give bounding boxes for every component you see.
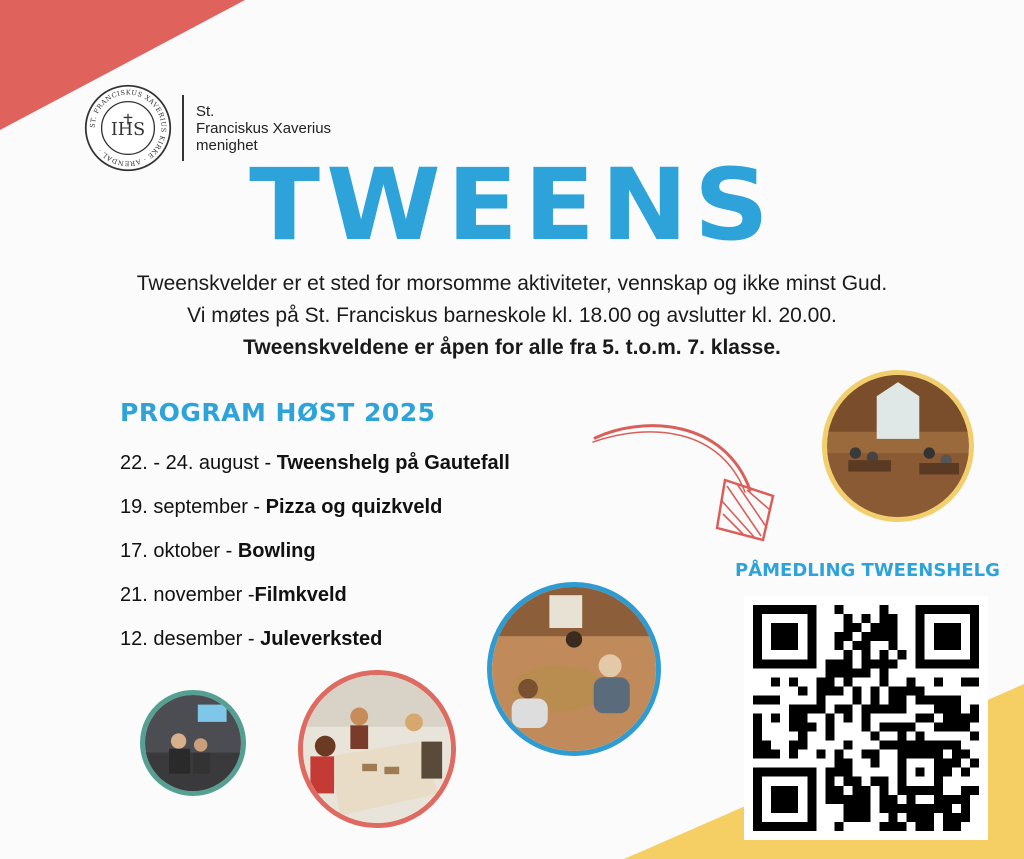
- qr-module: [825, 732, 834, 741]
- qr-module: [880, 659, 889, 668]
- qr-module: [889, 741, 898, 750]
- qr-module: [907, 795, 916, 804]
- qr-module: [825, 713, 834, 722]
- qr-module: [843, 813, 852, 822]
- qr-module: [907, 813, 916, 822]
- qr-module: [934, 804, 943, 813]
- photo-group: [140, 690, 246, 796]
- qr-module: [925, 741, 934, 750]
- event-name: Bowling: [237, 540, 316, 562]
- qr-module: [861, 786, 870, 795]
- qr-module: [789, 750, 798, 759]
- qr-module: [834, 605, 843, 614]
- event-item: [120, 622, 510, 666]
- qr-module: [880, 786, 889, 795]
- qr-module: [871, 750, 880, 759]
- qr-module: [880, 623, 889, 632]
- qr-module: [970, 713, 979, 722]
- qr-module: [843, 668, 852, 677]
- qr-module: [943, 795, 952, 804]
- qr-module: [952, 795, 961, 804]
- qr-module: [843, 795, 852, 804]
- qr-module: [934, 723, 943, 732]
- qr-module: [861, 614, 870, 623]
- qr-module: [907, 677, 916, 686]
- qr-module: [889, 632, 898, 641]
- qr-module: [825, 668, 834, 677]
- qr-module: [834, 686, 843, 695]
- qr-module: [934, 741, 943, 750]
- qr-module: [825, 777, 834, 786]
- qr-module: [789, 677, 798, 686]
- qr-module: [898, 723, 907, 732]
- qr-module: [762, 695, 771, 704]
- qr-module: [789, 704, 798, 713]
- qr-module: [834, 632, 843, 641]
- qr-module: [961, 677, 970, 686]
- qr-module: [798, 713, 807, 722]
- qr-module: [753, 732, 762, 741]
- qr-module: [871, 632, 880, 641]
- qr-module: [753, 750, 762, 759]
- event-date: 22. - 24. august -: [120, 452, 277, 474]
- qr-module: [852, 668, 861, 677]
- qr-module: [816, 750, 825, 759]
- qr-module: [843, 713, 852, 722]
- qr-module: [871, 732, 880, 741]
- qr-module: [907, 723, 916, 732]
- qr-module: [871, 659, 880, 668]
- qr-module: [861, 713, 870, 722]
- qr-module: [961, 804, 970, 813]
- parish-name-line3: menighet: [196, 136, 258, 154]
- event-item: [120, 578, 510, 622]
- qr-module: [943, 759, 952, 768]
- qr-module: [916, 822, 925, 831]
- qr-module: [880, 795, 889, 804]
- qr-module: [916, 732, 925, 741]
- qr-module: [834, 750, 843, 759]
- qr-module: [961, 813, 970, 822]
- qr-module: [880, 605, 889, 614]
- qr-module: [816, 695, 825, 704]
- qr-module: [943, 768, 952, 777]
- parish-name: [196, 103, 331, 154]
- event-item: [120, 534, 510, 578]
- qr-module: [753, 723, 762, 732]
- qr-module: [852, 777, 861, 786]
- qr-module: [916, 813, 925, 822]
- qr-module: [952, 813, 961, 822]
- qr-module: [798, 723, 807, 732]
- qr-module: [889, 623, 898, 632]
- qr-module: [807, 723, 816, 732]
- qr-module: [771, 750, 780, 759]
- qr-module: [843, 659, 852, 668]
- qr-module: [771, 786, 798, 813]
- qr-module: [798, 741, 807, 750]
- qr-module: [952, 695, 961, 704]
- qr-module: [861, 804, 870, 813]
- qr-module: [843, 768, 852, 777]
- qr-module: [871, 704, 880, 713]
- qr-module: [970, 704, 979, 713]
- qr-module: [889, 659, 898, 668]
- qr-module: [961, 795, 970, 804]
- qr-module: [834, 786, 843, 795]
- qr-module: [880, 614, 889, 623]
- qr-module: [771, 623, 798, 650]
- qr-module: [889, 804, 898, 813]
- event-date: 12. desember -: [120, 628, 261, 650]
- event-date: 17. oktober -: [120, 540, 238, 562]
- qr-module: [970, 677, 979, 686]
- qr-module: [970, 732, 979, 741]
- qr-module: [871, 695, 880, 704]
- qr-module: [916, 768, 925, 777]
- qr-module: [834, 659, 843, 668]
- qr-module: [880, 650, 889, 659]
- qr-module: [771, 677, 780, 686]
- qr-module: [843, 632, 852, 641]
- qr-module: [898, 695, 907, 704]
- parish-name-line2: Franciskus Xaverius: [196, 119, 332, 137]
- qr-module: [753, 741, 762, 750]
- qr-module: [943, 713, 952, 722]
- qr-code[interactable]: [744, 596, 988, 840]
- qr-module: [943, 822, 952, 831]
- qr-module: [871, 777, 880, 786]
- qr-module: [843, 741, 852, 750]
- qr-module: [861, 668, 870, 677]
- qr-module: [825, 686, 834, 695]
- qr-module: [807, 704, 816, 713]
- qr-module: [834, 759, 843, 768]
- event-name: Pizza og quizkveld: [265, 496, 443, 518]
- qr-module: [907, 686, 916, 695]
- logo-divider: [182, 95, 184, 161]
- qr-module: [961, 768, 970, 777]
- qr-module: [943, 723, 952, 732]
- qr-module: [861, 795, 870, 804]
- intro-line-1: Tweenskvelder er et sted for morsomme aktiviteter, vennskap og ikke minst Gud.: [136, 272, 888, 295]
- qr-module: [852, 695, 861, 704]
- qr-module: [970, 786, 979, 795]
- qr-module: [861, 650, 870, 659]
- qr-module: [852, 804, 861, 813]
- qr-module: [753, 713, 762, 722]
- qr-module: [889, 795, 898, 804]
- qr-module: [843, 704, 852, 713]
- event-item: [120, 490, 510, 534]
- qr-module: [816, 686, 825, 695]
- intro-line-2: Vi møtes på St. Franciskus barneskole kl. 18.00 og avslutter kl. 20.00.: [187, 304, 837, 327]
- qr-module: [825, 786, 834, 795]
- qr-module: [970, 759, 979, 768]
- svg-text:IHS: IHS: [110, 120, 146, 141]
- qr-module: [925, 713, 934, 722]
- qr-module: [898, 804, 907, 813]
- qr-module: [871, 759, 880, 768]
- event-name: Filmkveld: [254, 584, 347, 606]
- qr-module: [880, 723, 889, 732]
- event-date: 19. september -: [120, 496, 266, 518]
- qr-module: [861, 723, 870, 732]
- qr-module: [943, 813, 952, 822]
- qr-module: [880, 677, 889, 686]
- qr-module: [880, 704, 889, 713]
- photo-hall: [822, 370, 974, 522]
- qr-module: [834, 795, 843, 804]
- qr-module: [925, 813, 934, 822]
- qr-module: [861, 704, 870, 713]
- qr-module: [753, 695, 762, 704]
- qr-module: [898, 741, 907, 750]
- qr-module: [852, 786, 861, 795]
- qr-module: [798, 704, 807, 713]
- qr-module: [834, 668, 843, 677]
- qr-module: [916, 741, 925, 750]
- qr-module: [771, 713, 780, 722]
- qr-module: [825, 723, 834, 732]
- qr-module: [762, 741, 771, 750]
- qr-module: [798, 686, 807, 695]
- qr-module: [943, 741, 952, 750]
- qr-module: [834, 704, 843, 713]
- qr-module: [916, 713, 925, 722]
- qr-module: [898, 732, 907, 741]
- qr-module: [925, 804, 934, 813]
- qr-module: [934, 704, 943, 713]
- qr-module: [952, 704, 961, 713]
- qr-module: [889, 822, 898, 831]
- qr-module: [916, 686, 925, 695]
- qr-module: [961, 786, 970, 795]
- event-date: 21. november -: [120, 584, 255, 606]
- qr-module: [952, 822, 961, 831]
- event-item: [120, 446, 510, 490]
- qr-module: [843, 777, 852, 786]
- qr-module: [789, 713, 798, 722]
- qr-module: [762, 750, 771, 759]
- qr-module: [852, 623, 861, 632]
- qr-module: [889, 686, 898, 695]
- qr-module: [916, 804, 925, 813]
- photo-kids-floor: [487, 582, 661, 756]
- qr-module: [880, 804, 889, 813]
- qr-module: [861, 632, 870, 641]
- qr-code-icon: [744, 596, 988, 840]
- qr-module: [880, 632, 889, 641]
- qr-module: [943, 704, 952, 713]
- qr-module: [916, 695, 925, 704]
- qr-module: [843, 677, 852, 686]
- qr-module: [952, 750, 961, 759]
- qr-module: [889, 641, 898, 650]
- qr-module: [880, 777, 889, 786]
- qr-module: [952, 713, 961, 722]
- qr-module: [889, 614, 898, 623]
- qr-module: [825, 659, 834, 668]
- qr-module: [952, 741, 961, 750]
- photo-girls-table: [298, 670, 456, 828]
- qr-module: [952, 723, 961, 732]
- arrow-icon: [585, 410, 785, 550]
- qr-module: [825, 795, 834, 804]
- qr-module: [834, 822, 843, 831]
- qr-module: [898, 704, 907, 713]
- qr-module: [834, 641, 843, 650]
- qr-module: [834, 768, 843, 777]
- qr-module: [934, 677, 943, 686]
- qr-module: [934, 623, 961, 650]
- qr-module: [843, 623, 852, 632]
- qr-module: [861, 659, 870, 668]
- qr-module: [889, 704, 898, 713]
- event-list: [120, 446, 510, 666]
- qr-module: [925, 822, 934, 831]
- qr-module: [880, 741, 889, 750]
- event-name: Tweenshelg på Gautefall: [276, 452, 510, 474]
- qr-module: [934, 695, 943, 704]
- qr-module: [907, 741, 916, 750]
- program-heading: PROGRAM HØST 2025: [120, 398, 436, 427]
- qr-module: [825, 768, 834, 777]
- qr-module: [825, 677, 834, 686]
- qr-module: [925, 695, 934, 704]
- qr-module: [898, 650, 907, 659]
- qr-module: [789, 741, 798, 750]
- event-name: Juleverksted: [260, 628, 383, 650]
- qr-module: [861, 813, 870, 822]
- qr-module: [843, 650, 852, 659]
- qr-module: [861, 641, 870, 650]
- page-title: TWEENS: [249, 147, 775, 263]
- qr-module: [961, 750, 970, 759]
- qr-module: [898, 822, 907, 831]
- qr-module: [843, 804, 852, 813]
- qr-module: [852, 795, 861, 804]
- qr-module: [898, 686, 907, 695]
- intro-line-3: Tweenskveldene er åpen for alle fra 5. t.o.m. 7. klasse.: [243, 336, 781, 359]
- qr-module: [816, 704, 825, 713]
- qr-module: [952, 759, 961, 768]
- qr-module: [798, 732, 807, 741]
- qr-module: [961, 713, 970, 722]
- intro-text: [0, 268, 1024, 364]
- qr-module: [861, 750, 870, 759]
- parish-name-line1: St.: [196, 102, 215, 120]
- qr-module: [852, 641, 861, 650]
- qr-module: [889, 723, 898, 732]
- qr-module: [871, 686, 880, 695]
- qr-module: [789, 723, 798, 732]
- qr-module: [771, 695, 780, 704]
- qr-module: [816, 677, 825, 686]
- qr-module: [843, 759, 852, 768]
- qr-module: [889, 695, 898, 704]
- qr-module: [880, 668, 889, 677]
- registration-label: PÅMEDLING TWEENSHELG: [735, 560, 1000, 581]
- qr-module: [943, 695, 952, 704]
- qr-module: [961, 723, 970, 732]
- qr-module: [889, 813, 898, 822]
- qr-module: [880, 822, 889, 831]
- qr-module: [852, 686, 861, 695]
- qr-module: [843, 614, 852, 623]
- qr-module: [852, 813, 861, 822]
- svg-text:ST. FRANCISKUS XAVERIUS KIRKE: ST. FRANCISKUS XAVERIUS KIRKE · ARENDAL ·: [88, 88, 168, 168]
- qr-module: [907, 804, 916, 813]
- qr-module: [871, 623, 880, 632]
- qr-module: [934, 795, 943, 804]
- qr-module: [943, 804, 952, 813]
